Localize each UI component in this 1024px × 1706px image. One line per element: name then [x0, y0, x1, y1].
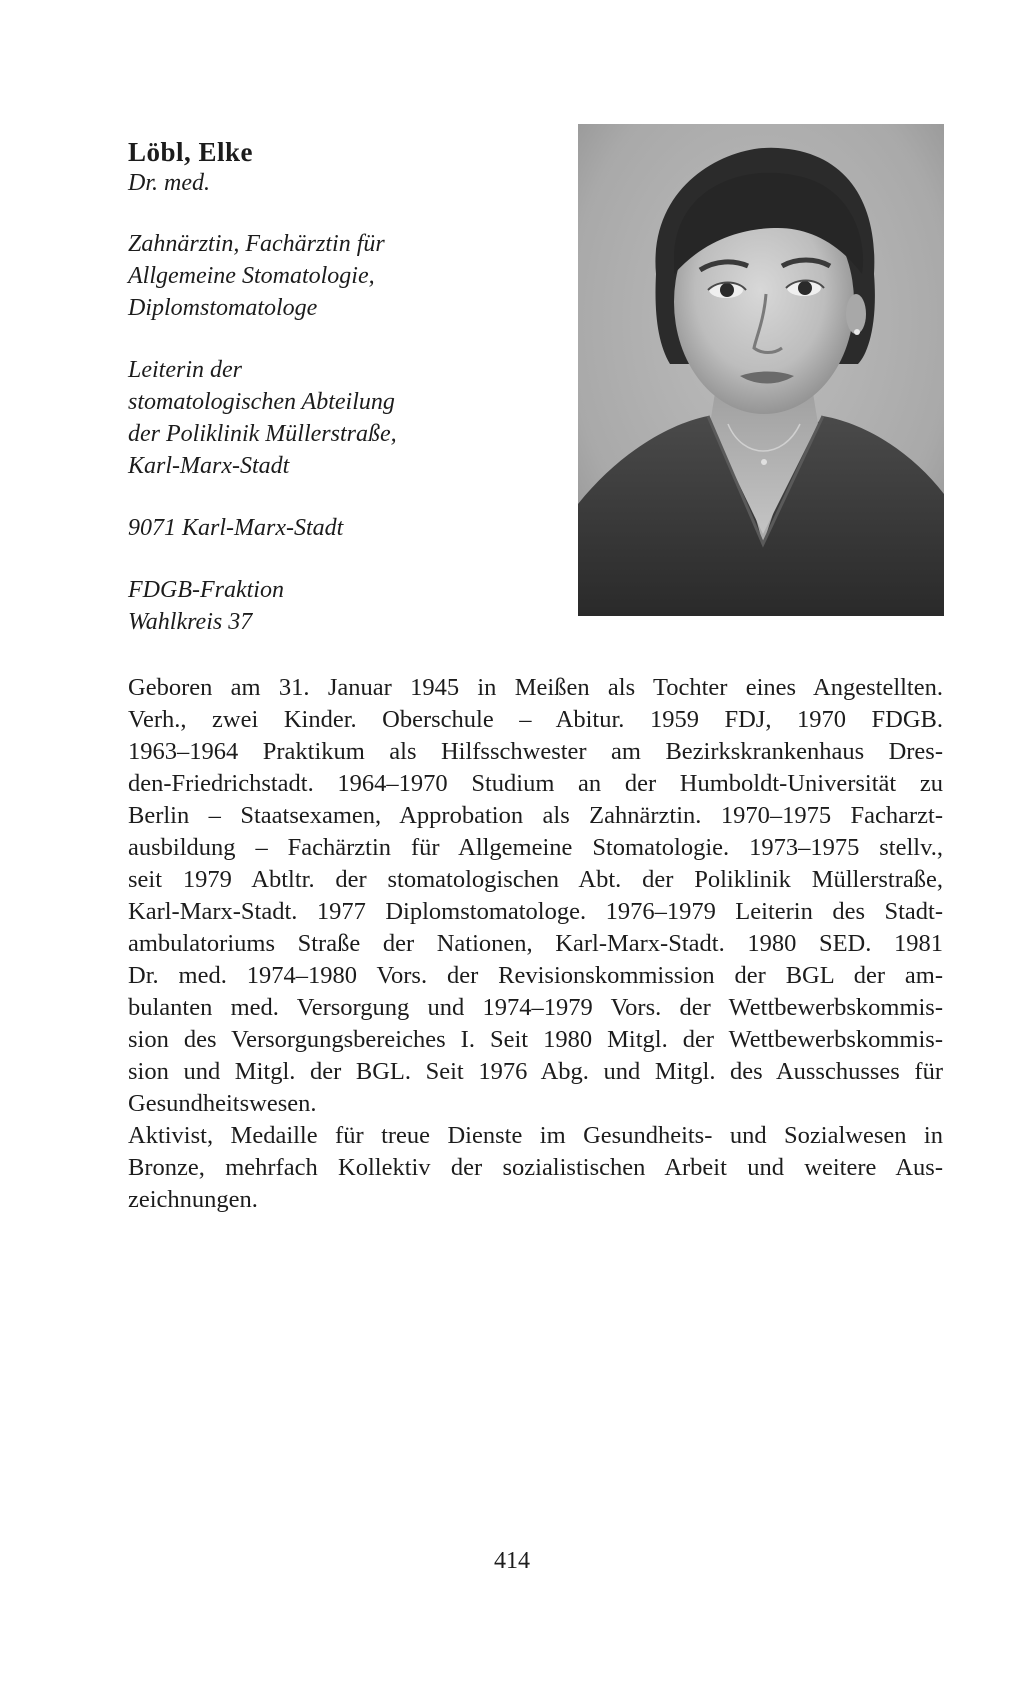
biography-text — [128, 672, 943, 1216]
biography-line: Aktivist, Medaille für treue Dienste im Gesundheits- und Sozialwesen in — [128, 1122, 943, 1149]
person-name: Löbl, Elke — [128, 137, 254, 167]
position-line: der Poliklinik Müllerstraße, — [128, 421, 397, 447]
biography-line: Dr. med. 1974–1980 Vors. der Revisionskommission der BGL der am- — [128, 962, 943, 989]
biography-line: Gesundheitswesen. — [128, 1090, 317, 1117]
biography-line: zeichnungen. — [128, 1186, 258, 1213]
biography-line: seit 1979 Abtltr. der stomatologischen Abt. der Poliklinik Müllerstraße, — [128, 866, 943, 893]
profession-line: Allgemeine Stomatologie, — [128, 263, 375, 289]
biography-line: sion und Mitgl. der BGL. Seit 1976 Abg. und Mitgl. des Ausschusses für — [128, 1058, 943, 1085]
portrait-photo — [578, 124, 944, 616]
position-block — [128, 354, 568, 482]
biography-line: 1963–1964 Praktikum als Hilfsschwester am Bezirkskrankenhaus Dres- — [128, 738, 943, 765]
biography-line: bulanten med. Versorgung und 1974–1979 Vors. der Wettbewerbskommis- — [128, 994, 943, 1021]
faction-block — [128, 574, 568, 638]
biography-line: Karl-Marx-Stadt. 1977 Diplomstomatologe. 1976–1979 Leiterin des Stadt- — [128, 898, 943, 925]
academic-title: Dr. med. — [128, 170, 210, 196]
position-line: Leiterin der — [128, 357, 242, 383]
position-line: stomatologischen Abteilung — [128, 389, 395, 415]
faction-line: FDGB-Fraktion — [128, 577, 284, 603]
residence-block — [128, 512, 568, 544]
profession-line: Diplomstomatologe — [128, 295, 318, 321]
page-number: 414 — [494, 1548, 530, 1574]
biography-line: ausbildung – Fachärztin für Allgemeine Stomatologie. 1973–1975 stellv., — [128, 834, 943, 861]
entry-header — [128, 136, 568, 638]
residence-line: 9071 Karl-Marx-Stadt — [128, 515, 344, 541]
position-line: Karl-Marx-Stadt — [128, 453, 290, 479]
biography-line: sion des Versorgungsbereiches I. Seit 1980 Mitgl. der Wettbewerbskommis- — [128, 1026, 943, 1053]
biography-line: Verh., zwei Kinder. Oberschule – Abitur. 1959 FDJ, 1970 FDGB. — [128, 706, 943, 733]
biography-line: den-Friedrichstadt. 1964–1970 Studium an der Humboldt-Universität zu — [128, 770, 943, 797]
profession-line: Zahnärztin, Fachärztin für — [128, 231, 385, 257]
constituency-line: Wahlkreis 37 — [128, 609, 253, 635]
profession-block — [128, 228, 568, 324]
biography-line: Berlin – Staatsexamen, Approbation als Zahnärztin. 1970–1975 Facharzt- — [128, 802, 943, 829]
biography-line: ambulatoriums Straße der Nationen, Karl-Marx-Stadt. 1980 SED. 1981 — [128, 930, 943, 957]
biography-line: Geboren am 31. Januar 1945 in Meißen als Tochter eines Angestellten. — [128, 674, 943, 701]
biography-line: Bronze, mehrfach Kollektiv der sozialistischen Arbeit und weitere Aus- — [128, 1154, 943, 1181]
